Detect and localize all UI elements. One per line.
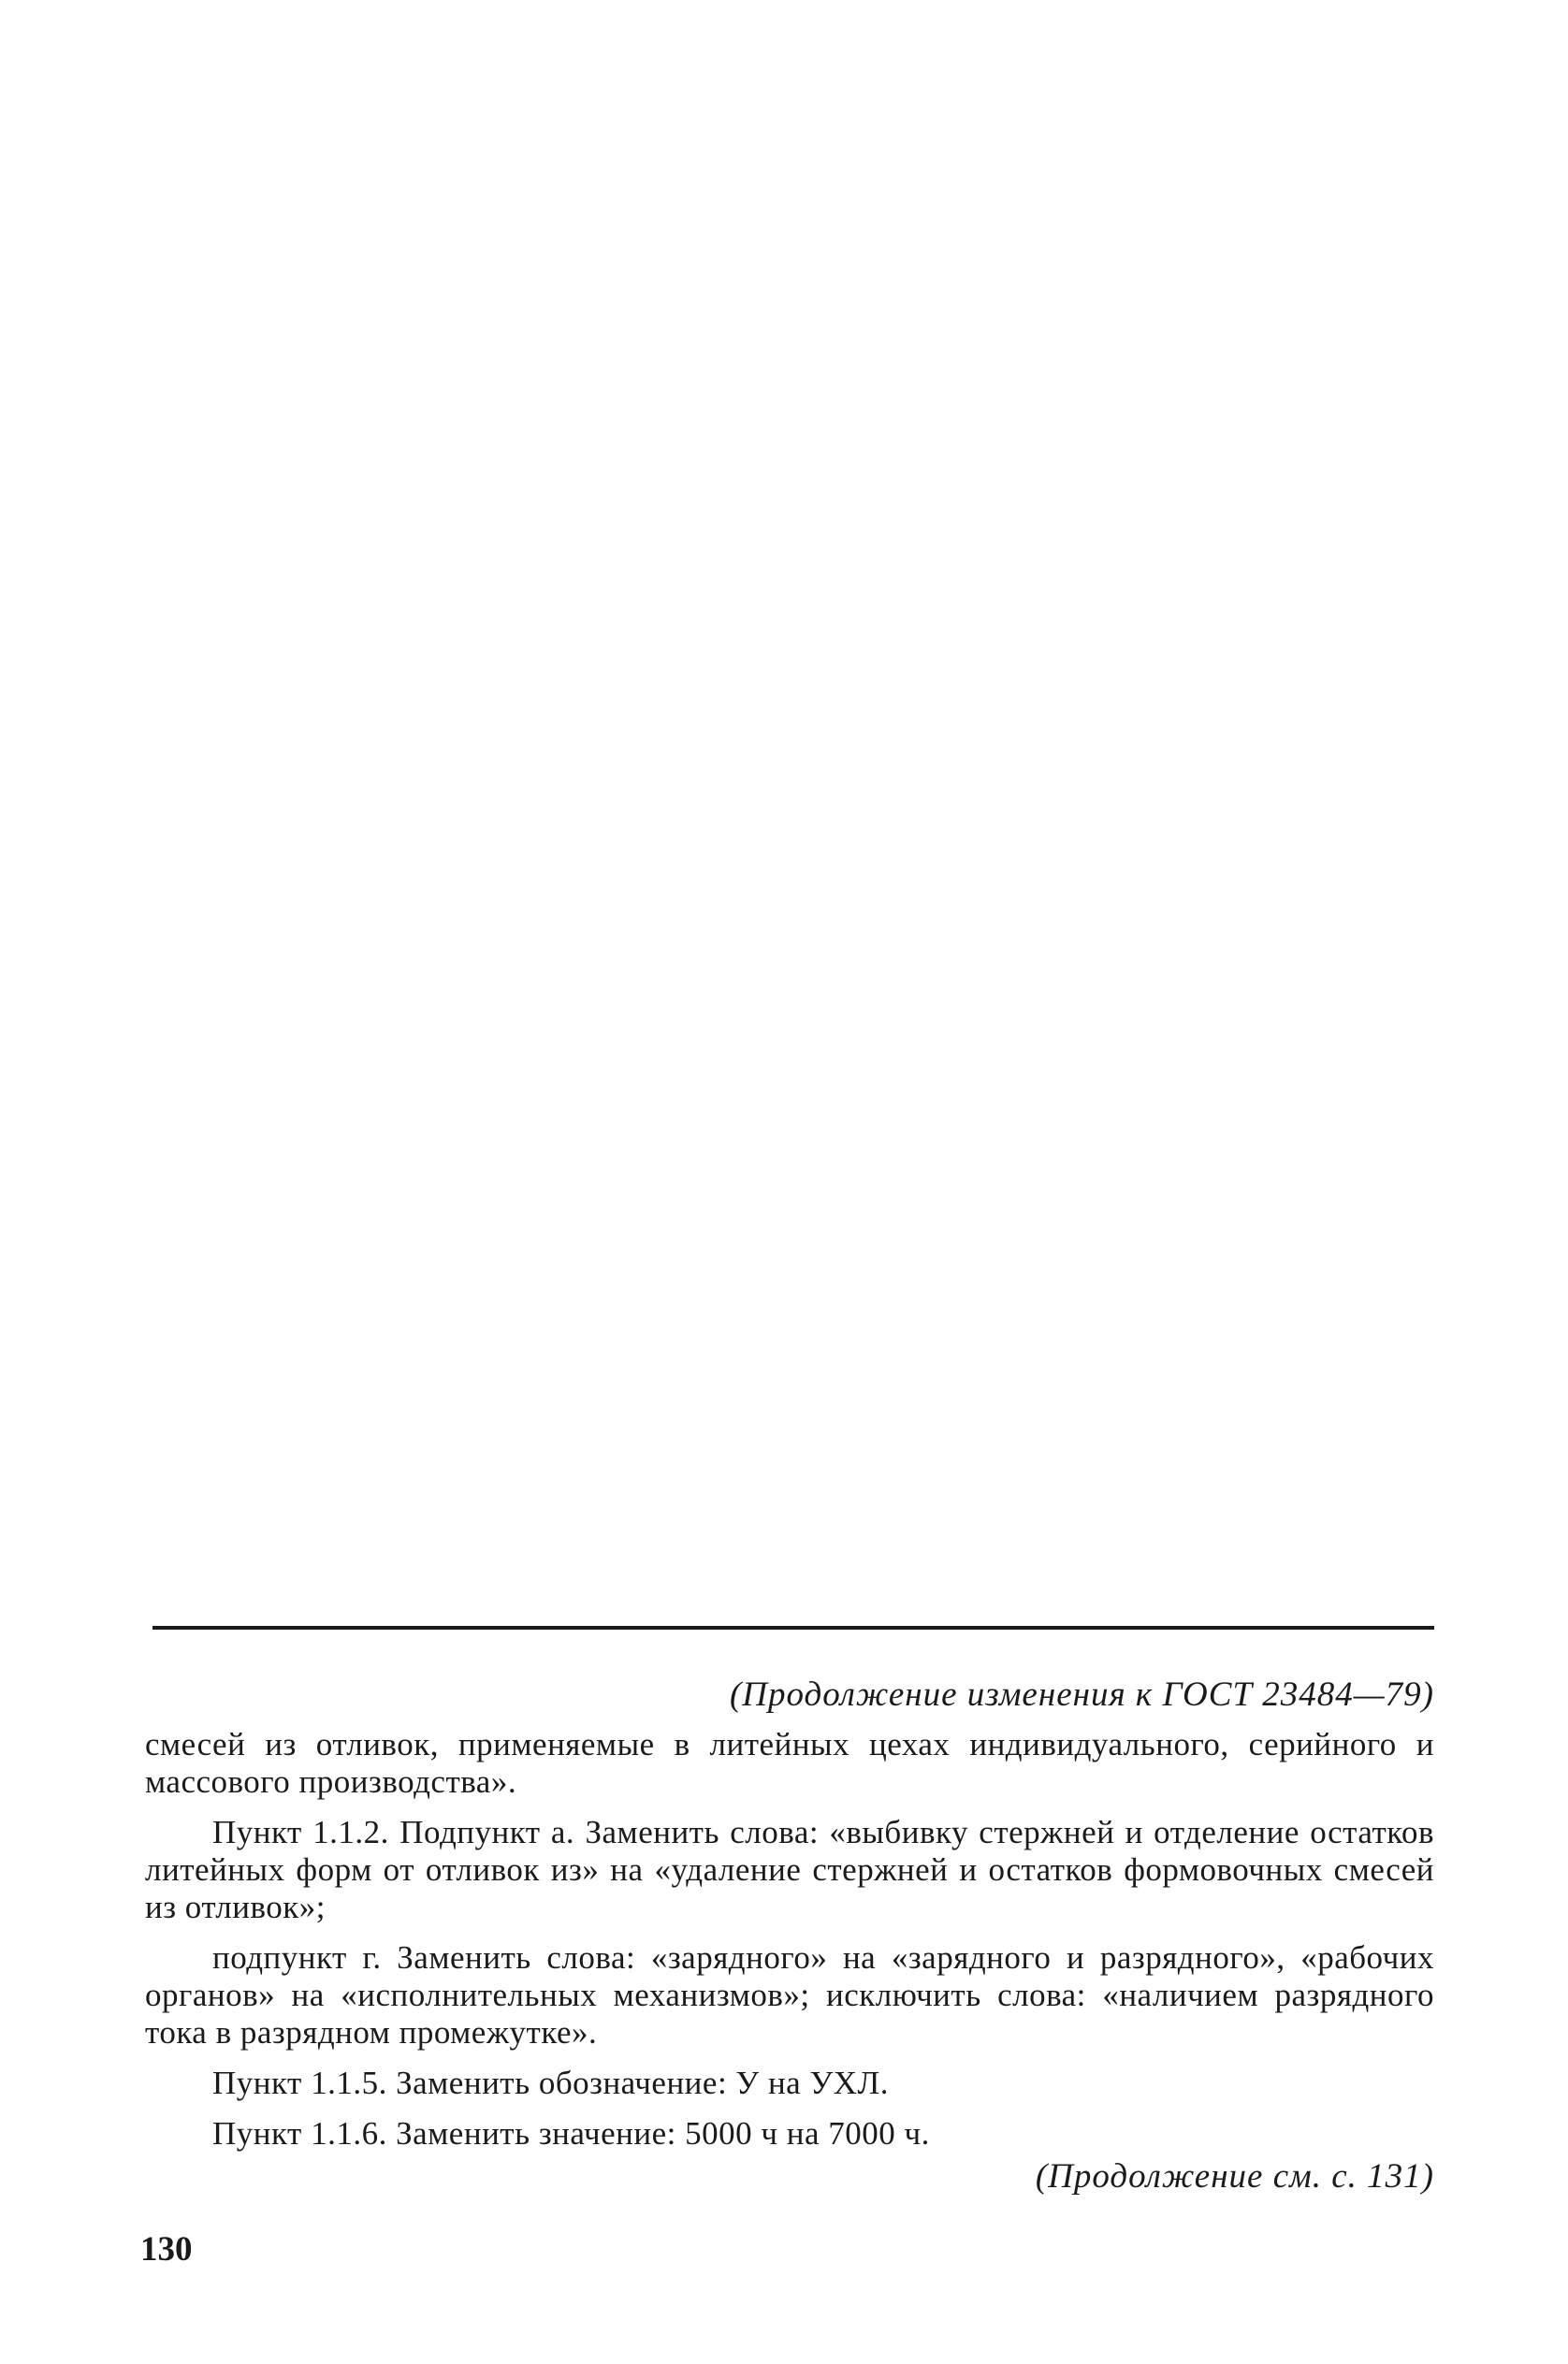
top-divider-rule bbox=[152, 1626, 1434, 1630]
paragraph-2: Пункт 1.1.2. Подпункт а. Заменить слова: «выбивку стержней и отделение остатков литейных форм от отливок из» на «удаление стержней и остатков формовочных смесей из отливок»; bbox=[145, 1814, 1434, 1925]
page-number: 130 bbox=[140, 2230, 193, 2269]
continuation-footer: (Продолжение см. с. 131) bbox=[1035, 2157, 1434, 2196]
paragraph-3: подпункт г. Заменить слова: «зарядного» на «зарядного и разрядного», «рабочих органов» на «исполнительных механизмов»; исключить слова: «наличием разрядного тока в разрядном промежутке». bbox=[145, 1939, 1434, 2051]
paragraph-1: смесей из отливок, применяемые в литейных цехах индивидуального, серийного и массового производства». bbox=[145, 1726, 1434, 1800]
body-text bbox=[145, 1726, 1434, 2166]
continuation-header: (Продолжение изменения к ГОСТ 23484—79) bbox=[729, 1675, 1434, 1714]
paragraph-4: Пункт 1.1.5. Заменить обозначение: У на УХЛ. bbox=[212, 2065, 890, 2101]
paragraph-5: Пункт 1.1.6. Заменить значение: 5000 ч на 7000 ч. bbox=[212, 2115, 930, 2152]
